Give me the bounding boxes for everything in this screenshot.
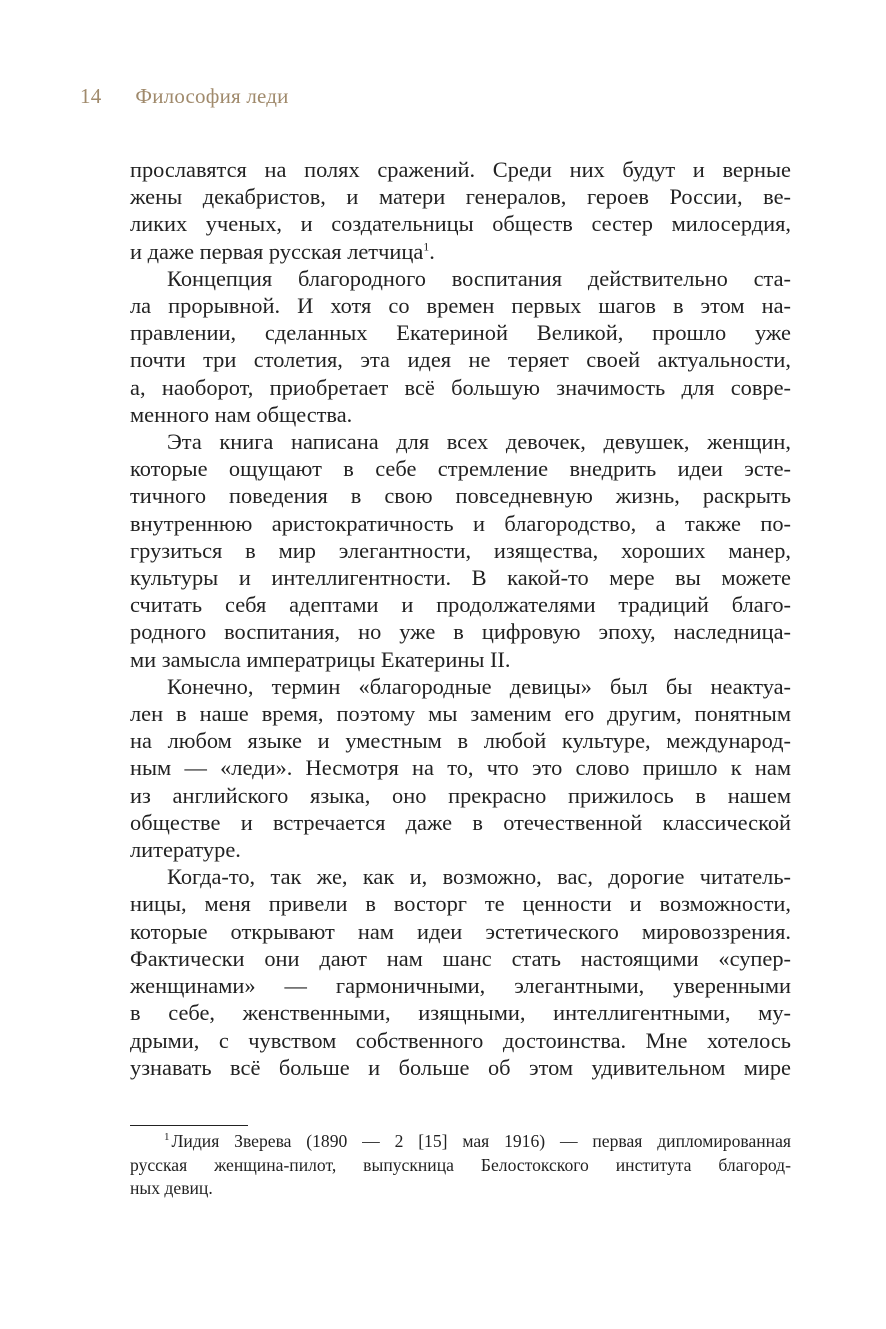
text-line: ла прорывной. И хотя со времен первых шагов в этом на- bbox=[130, 293, 791, 319]
text-line: грузиться в мир элегантности, изящества, хороших манер, bbox=[130, 537, 791, 563]
footnote-line: русская женщина-пилот, выпускница Белостокского института благород- bbox=[130, 1154, 791, 1175]
body-text bbox=[130, 156, 791, 1081]
text-line: культуры и интеллигентности. В какой-то мере вы можете bbox=[130, 565, 791, 591]
text-line: обществе и встречается даже в отечественной классической bbox=[130, 809, 791, 835]
text-line: тичного поведения в свою повседневную жизнь, раскрыть bbox=[130, 483, 791, 509]
paragraph-2 bbox=[130, 265, 791, 428]
page-number: 14 bbox=[80, 84, 102, 108]
text-line: считать себя адептами и продолжателями традиций благо- bbox=[130, 592, 791, 618]
text-line: Когда-то, так же, как и, возможно, вас, дорогие читатель- bbox=[167, 864, 791, 890]
paragraph-5 bbox=[130, 863, 791, 1081]
paragraph-3 bbox=[130, 428, 791, 673]
text-line: и даже первая русская летчица$^1$. bbox=[130, 238, 435, 264]
text-line: ликих ученых, и создательницы обществ сестер милосердия, bbox=[130, 211, 791, 237]
text-line: прославятся на полях сражений. Среди них будут и верные bbox=[130, 157, 791, 182]
text-line: внутреннюю аристократичность и благородство, а также по- bbox=[130, 510, 791, 536]
text-line: жены декабристов, и матери генералов, героев России, ве- bbox=[130, 184, 791, 210]
text-line: Конечно, термин «благородные девицы» был бы неактуа- bbox=[167, 673, 791, 699]
paragraph-4 bbox=[130, 673, 791, 863]
paragraph-1 bbox=[130, 156, 791, 265]
text-line: Фактически они дают нам шанс стать настоящими «супер- bbox=[130, 945, 791, 971]
text-line: женщинами» — гармоничными, элегантными, уверенными bbox=[130, 973, 791, 999]
text-line: литературе. bbox=[130, 837, 241, 863]
running-head bbox=[80, 84, 289, 109]
text-line: ми замысла императрицы Екатерины II. bbox=[130, 646, 511, 672]
text-line: почти три столетия, эта идея не теряет своей актуальности, bbox=[130, 347, 791, 373]
running-title: Философия леди bbox=[135, 84, 289, 108]
text-line: родного воспитания, но уже в цифровую эпоху, наследница- bbox=[130, 619, 791, 645]
footnote bbox=[130, 1130, 791, 1201]
text-line: а, наоборот, приобретает всё большую значимость для совре- bbox=[130, 374, 791, 400]
text-line: узнавать всё больше и больше об этом удивительном мире bbox=[130, 1054, 791, 1080]
footnote-line: ных девиц. bbox=[130, 1178, 213, 1198]
footnote-divider bbox=[130, 1125, 248, 1126]
text-line: лен в наше время, поэтому мы заменим его другим, понятным bbox=[130, 701, 791, 727]
text-line: менного нам общества. bbox=[130, 401, 353, 427]
text-line: ницы, меня привели в восторг те ценности и возможности, bbox=[130, 891, 791, 917]
text-line: которые ощущают в себе стремление внедрить идеи эсте- bbox=[130, 456, 791, 482]
text-line: дрыми, с чувством собственного достоинства. Мне хотелось bbox=[130, 1027, 791, 1053]
text-line: в себе, женственными, изящными, интеллигентными, му- bbox=[130, 1000, 791, 1026]
text-line: которые открывают нам идеи эстетического мировоззрения. bbox=[130, 918, 791, 944]
text-line: правлении, сделанных Екатериной Великой, прошло уже bbox=[130, 320, 791, 346]
footnote-mark: 1 bbox=[164, 1131, 170, 1144]
footnote-reference[interactable]: 1 bbox=[423, 239, 430, 254]
text-line: из английского языка, оно прекрасно прижилось в нашем bbox=[130, 782, 791, 808]
footnote-line: $^1$ Лидия Зверева (1890 — 2 [15] мая 1916) — первая дипломированная bbox=[164, 1131, 791, 1151]
text-line: Концепция благородного воспитания действительно ста- bbox=[167, 265, 791, 291]
text-line: на любом языке и уместным в любой культуре, международ- bbox=[130, 728, 791, 754]
text-line: ным — «леди». Несмотря на то, что это слово пришло к нам bbox=[130, 755, 791, 781]
text-line: Эта книга написана для всех девочек, девушек, женщин, bbox=[167, 429, 791, 455]
